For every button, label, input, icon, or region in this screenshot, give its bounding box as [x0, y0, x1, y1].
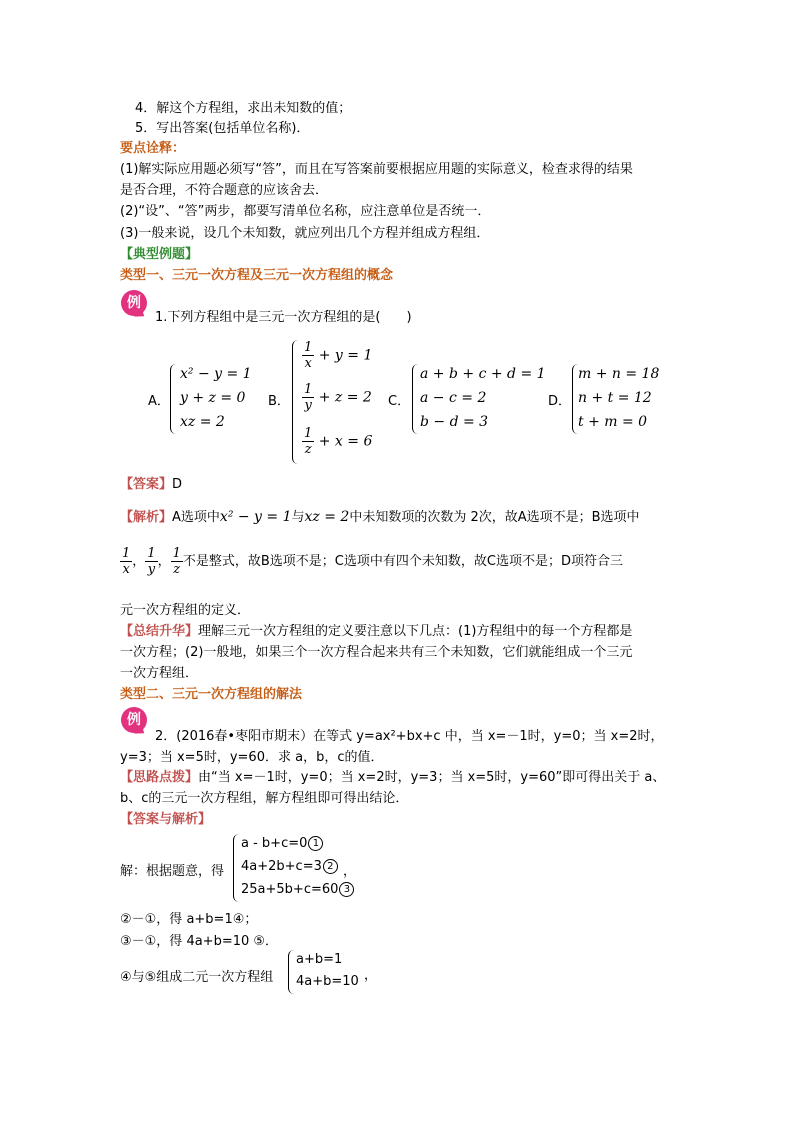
step-eq-5: ③－①，得 4a+b=10 ⑤． [120, 934, 279, 949]
option-b-label: B． [268, 394, 290, 409]
key-point-3: (3)一般来说，设几个未知数，就应列出几个方程并组成方程组． [120, 226, 490, 241]
answer-line [120, 475, 182, 495]
step-4: 4．解这个方程组，求出未知数的值； [135, 101, 352, 116]
answer-value: D [172, 477, 183, 492]
combine-text: ④与⑤组成二元一次方程组 [120, 970, 274, 985]
analysis-line-3: 元一次方程组的定义． [120, 603, 251, 618]
answer-tag: 【答案】 [120, 477, 173, 492]
solution-tag: 【答案与解析】 [120, 812, 212, 827]
option-a-label: A． [148, 394, 170, 409]
summary-line-3: 一次方程组． [120, 666, 199, 681]
analysis-line-1: 【解析】A选项中x² − y = 1与xz = 2中未知数项的次数为 2次，故A选项不是；B选项中 [120, 509, 640, 525]
hint-line-1: 【思路点拨】由“当 x=－1时，y=0；当 x=2时，y=3；当 x=5时，y=60”即可得出关于 a、 [120, 770, 666, 785]
section-heading: 【典型例题】 [120, 247, 199, 262]
key-points-heading: 要点诠释： [120, 141, 186, 156]
step-5: 5．写出答案(包括单位名称)． [135, 121, 310, 136]
question-2-line-2: y=3；当 x=5时，y=60．求 a，b，c的值． [120, 750, 384, 765]
example-badge-icon: 例 [121, 707, 147, 733]
summary-line-1: 【总结升华】理解三元一次方程组的定义要注意以下几点：(1)方程组中的每一个方程都是 [120, 624, 633, 639]
key-point-1a: (1)解实际应用题必须写“答”，而且在写答案前要根据应用题的实际意义，检查求得的结果 [120, 162, 633, 177]
analysis-line-2: $\frac{1}{x}$ ， $\frac{1}{y}$ ， $\frac{1}{z}$ 不是整式，故B选项不是；C选项中有四个未知数，故C选项不是；D项符合三 [122, 546, 623, 577]
hint-line-2: b、c的三元一次方程组，解方程组即可得出结论． [120, 791, 409, 806]
option-d-label: D． [548, 394, 572, 409]
key-point-1b: 是否合理，不符合题意的应该舍去． [120, 183, 329, 198]
type1-heading: 类型一、三元一次方程及三元一次方程组的概念 [120, 268, 394, 283]
step-eq-4: ②－①，得 a+b=1④； [120, 912, 258, 927]
question-2-line-1: 2．(2016春•枣阳市期末）在等式 y=ax²+bx+c 中，当 x=－1时，y=0；当 x=2时， [155, 729, 664, 744]
summary-line-2: 一次方程；(2)一般地，如果三个一次方程合起来共有三个未知数，它们就能组成一个三元 [120, 645, 633, 660]
key-point-2: (2)“设”、“答”两步，都要写清单位名称，应注意单位是否统一． [120, 204, 491, 219]
example-badge-icon: 例 [121, 290, 147, 316]
type2-heading: 类型二、三元一次方程组的解法 [120, 687, 303, 702]
option-c-label: C． [388, 394, 411, 409]
question-1: 1.下列方程组中是三元一次方程组的是( ) [155, 310, 412, 325]
solution-intro: 解：根据题意，得 [120, 864, 225, 879]
